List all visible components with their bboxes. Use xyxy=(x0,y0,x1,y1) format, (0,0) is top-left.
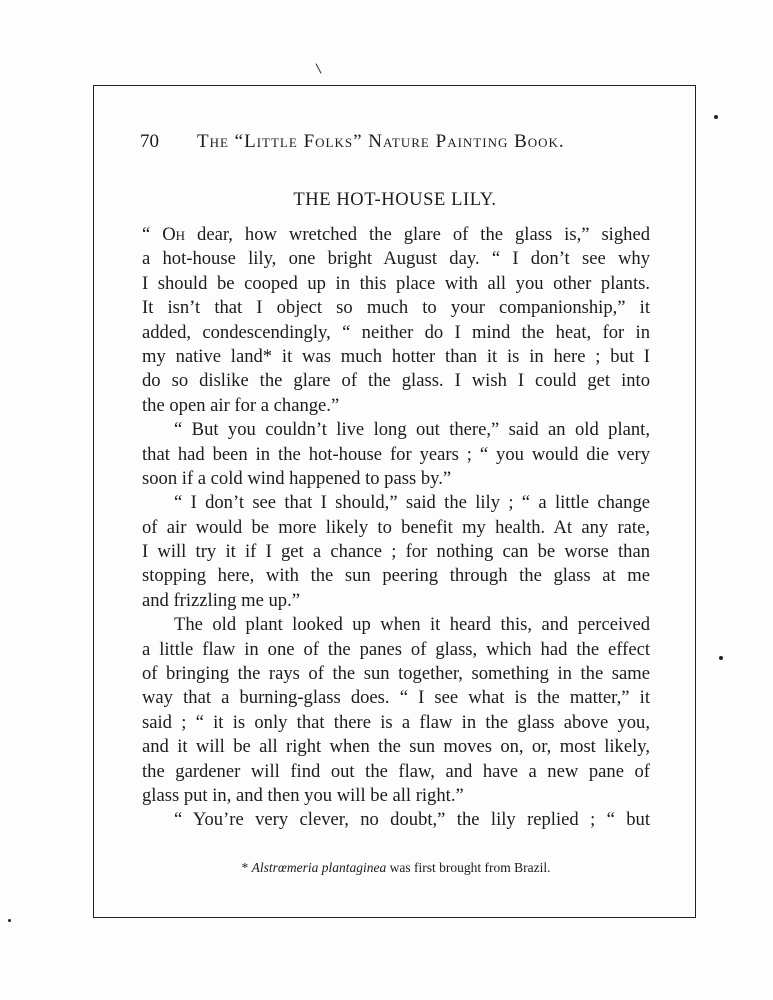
text-line: The old plant looked up when it heard this, and perceived xyxy=(174,614,650,636)
stray-dot xyxy=(719,656,723,660)
text-line: of air would be more likely to benefit my health. At any rate, xyxy=(142,516,650,538)
article-title: THE HOT-HOUSE LILY. xyxy=(293,190,497,210)
text-line: It isn’t that I object so much to your companionship,” it xyxy=(142,297,650,319)
footnote-text: was first brought from Brazil. xyxy=(386,860,551,875)
text-line: I will try it if I get a chance ; for nothing can be worse than xyxy=(142,541,650,563)
text-line: “ I don’t see that I should,” said the lily ; “ a little change xyxy=(174,492,650,514)
footnote-marker: * xyxy=(241,860,249,875)
text-line: way that a burning-glass does. “ I see what is the matter,” it xyxy=(142,687,650,709)
text-line: “ You’re very clever, no doubt,” the lily replied ; “ but xyxy=(174,809,650,831)
footnote-species: Alstrœmeria plantaginea xyxy=(251,860,387,875)
text-run-small-caps: Oh xyxy=(162,224,186,245)
text-line: that had been in the hot-house for years ; “ you would die very xyxy=(142,443,650,465)
text-line: and it will be all right when the sun moves on, or, most likely, xyxy=(142,736,650,758)
text-run: dear, how wretched the glare of the glass is,” sighed xyxy=(185,224,650,245)
page-number: 70 xyxy=(140,131,159,152)
text-line: and frizzling me up.” xyxy=(142,589,300,611)
text-line: stopping here, with the sun peering through the glass at me xyxy=(142,565,650,587)
footnote xyxy=(142,858,650,878)
text-line: the open air for a change.” xyxy=(142,394,340,416)
text-line: soon if a cold wind happened to pass by.” xyxy=(142,467,452,489)
stray-mark xyxy=(315,63,321,73)
stray-dot xyxy=(8,919,11,922)
text-line: added, condescendingly, “ neither do I mind the heat, for in xyxy=(142,321,650,343)
page-header xyxy=(140,127,600,157)
text-line: glass put in, and then you will be all right.” xyxy=(142,784,464,806)
text-line: do so dislike the glare of the glass. I wish I could get into xyxy=(142,370,650,392)
text-line: the gardener will find out the flaw, and have a new pane of xyxy=(142,760,650,782)
text-line: “ But you couldn’t live long out there,” said an old plant, xyxy=(174,419,650,441)
story-body xyxy=(142,223,650,833)
text-line: said ; “ it is only that there is a flaw in the glass above you, xyxy=(142,711,650,733)
running-head: The “Little Folks” Nature Painting Book. xyxy=(197,131,565,152)
text-line: my native land* it was much hotter than it is in here ; but I xyxy=(142,345,650,367)
text-line: a hot-house lily, one bright August day. “ I don’t see why xyxy=(142,248,650,270)
text-line: I should be cooped up in this place with all you other plants. xyxy=(142,272,650,294)
text-line: of bringing the rays of the sun together, something in the same xyxy=(142,663,650,685)
text-run: “ xyxy=(142,224,163,245)
text-line xyxy=(142,223,650,247)
text-line: a little flaw in one of the panes of glass, which had the effect xyxy=(142,638,650,660)
stray-dot xyxy=(714,115,718,119)
